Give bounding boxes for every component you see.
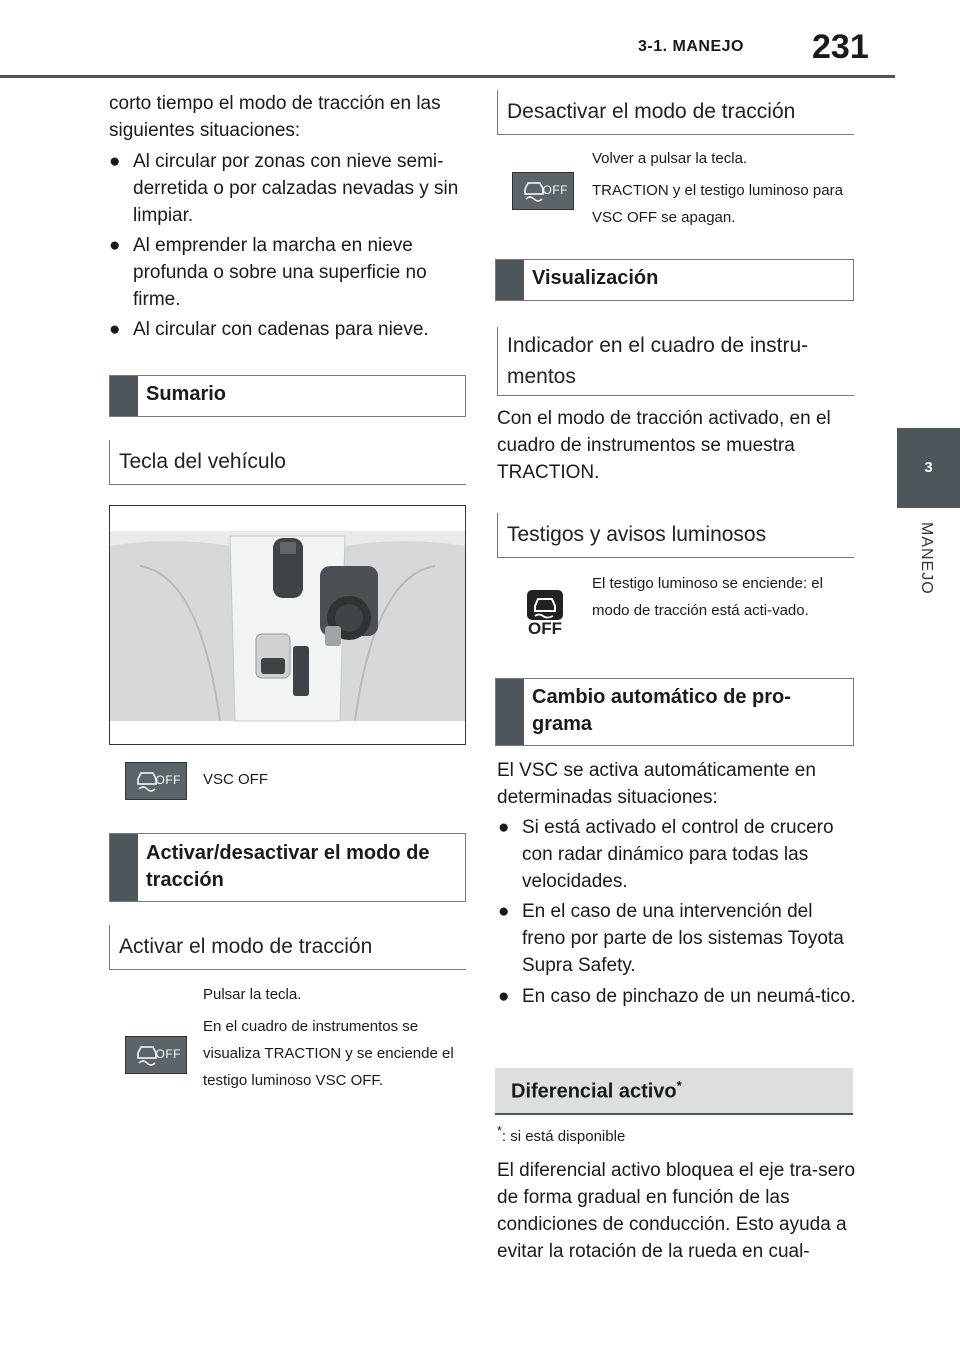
vsc-off-icon: OFF — [512, 172, 574, 210]
heading-indicador: Indicador en el cuadro de instru-mentos — [497, 327, 854, 396]
section-title: 3-1. MANEJO — [638, 38, 744, 55]
list-item: ● Al emprender la marcha en nieve profunda o sobre una superficie no firme. — [109, 235, 427, 310]
chapter-label: MANEJO — [918, 522, 935, 595]
list-item: ● Al circular con cadenas para nieve. — [109, 319, 429, 340]
activar-step-1: Pulsar la tecla. — [203, 986, 302, 1003]
vsc-off-icon: OFF — [125, 1036, 187, 1074]
testigo-text: El testigo luminoso se enciende: el modo de tracción está acti-vado. — [592, 575, 823, 619]
list-item-text: Al emprender la marcha en nieve profunda o sobre una superficie no firme. — [133, 235, 427, 310]
list-item: ● Si está activado el control de crucero con radar dinámico para todas las velocidades. — [498, 817, 834, 892]
vsc-off-label: VSC OFF — [203, 771, 269, 788]
console-illustration — [109, 505, 466, 745]
vsc-off-icon: OFF — [125, 762, 187, 800]
list-item-text: Al circular por zonas con nieve semi-derretida o por calzadas nevadas y sin limpiar. — [133, 151, 459, 226]
indicador-paragraph: Con el modo de tracción activado, en el cuadro de instrumentos se muestra TRACTION. — [497, 408, 831, 483]
page-number: 231 — [812, 28, 869, 66]
heading-diferencial: Diferencial activo* — [495, 1068, 853, 1115]
list-item-text: En caso de pinchazo de un neumá-tico. — [522, 986, 856, 1007]
list-item-text: Al circular con cadenas para nieve. — [133, 319, 429, 340]
cambio-paragraph: El VSC se activa automáticamente en determinadas situaciones: — [497, 760, 816, 808]
header-rule — [0, 75, 895, 78]
list-item-text: En el caso de una intervención del freno por parte de los sistemas Toyota Supra Safety. — [522, 901, 844, 976]
intro-paragraph: corto tiempo el modo de tracción en las siguientes situaciones: — [109, 93, 441, 141]
heading-visualizacion: Visualización — [495, 259, 854, 301]
list-item: ● Al circular por zonas con nieve semi-derretida o por calzadas nevadas y sin limpiar. — [109, 151, 459, 226]
chapter-tab: 3 — [897, 428, 960, 508]
heading-tecla: Tecla del vehículo — [109, 440, 466, 485]
heading-testigos: Testigos y avisos luminosos — [497, 513, 854, 558]
desactivar-step-1: Volver a pulsar la tecla. — [592, 150, 748, 167]
activar-step-2: En el cuadro de instrumentos se visualiza TRACTION y se enciende el testigo luminoso VSC OFF. — [203, 1018, 454, 1089]
list-item-text: Si está activado el control de crucero con radar dinámico para todas las velocidades. — [522, 817, 834, 892]
heading-desactivar: Desactivar el modo de tracción — [497, 90, 854, 135]
list-item: ● En el caso de una intervención del freno por parte de los sistemas Toyota Supra Safety. — [498, 901, 844, 976]
heading-cambio: Cambio automático de pro-grama — [495, 678, 854, 746]
heading-activar-desactivar: Activar/desactivar el modo de tracción — [109, 833, 466, 902]
footnote: *: si está disponible — [497, 1124, 626, 1145]
heading-activar: Activar el modo de tracción — [109, 925, 466, 970]
diferencial-paragraph: El diferencial activo bloquea el eje tra-sero de forma gradual en función de las condiciones de conducción. Esto ayuda a evitar la rotación de la rueda en cual- — [497, 1160, 856, 1262]
heading-sumario: Sumario — [109, 375, 466, 417]
vsc-off-warning-icon: OFF — [525, 588, 565, 640]
desactivar-step-2: TRACTION y el testigo luminoso para VSC OFF se apagan. — [592, 182, 843, 226]
list-item: ● En caso de pinchazo de un neumá-tico. — [498, 986, 856, 1007]
